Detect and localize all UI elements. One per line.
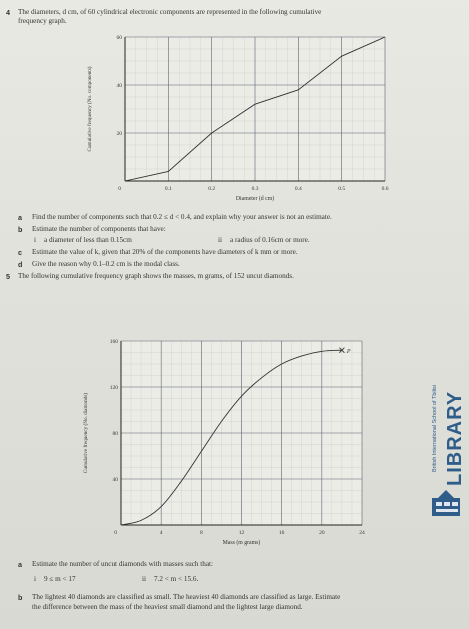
- part-label: b: [18, 593, 23, 602]
- subpart-text: a diameter of less than 0.15cm: [44, 236, 132, 244]
- origin-label: 0: [118, 186, 121, 192]
- library-label: LIBRARY: [444, 390, 466, 486]
- part-label: a: [18, 560, 22, 569]
- part-label: d: [18, 260, 23, 269]
- subpart-label: i: [34, 236, 36, 244]
- y-tick-label: 40: [112, 477, 118, 483]
- part-text: Estimate the number of components that have:: [32, 225, 166, 233]
- part-text: The lightest 40 diamonds are classified as small. The heaviest 40 diamonds are classified as large. Estimate: [32, 593, 341, 601]
- x-tick-label: 0.6: [381, 186, 389, 192]
- y-tick-label: 80: [112, 431, 118, 437]
- x-tick-label: 8: [199, 530, 203, 536]
- part-text-cont: the difference between the mass of the heaviest small diamond and the lightest large diamond.: [32, 603, 303, 611]
- y-axis-label: Cumulative frequency (No. components): [87, 66, 93, 152]
- question-intro: The diameters, d cm, of 60 cylindrical electronic components are represented in the following cumulative: [18, 8, 322, 16]
- y-tick-label: 60: [116, 35, 122, 41]
- subpart-text: a radius of 0.16cm or more.: [230, 236, 310, 244]
- part-label: a: [18, 213, 22, 222]
- y-axis-label: Cumulative frequency (No. diamonds): [83, 392, 89, 474]
- x-tick-label: 16: [278, 530, 285, 536]
- school-name: British International School of Tbilisi: [432, 384, 438, 472]
- origin-label: 0: [114, 530, 117, 536]
- x-tick-label: 0.2: [208, 186, 216, 192]
- y-tick-label: 20: [116, 131, 122, 137]
- subpart-label: i: [34, 575, 36, 583]
- y-tick-label: 120: [109, 385, 118, 391]
- x-tick-label: 20: [319, 530, 325, 536]
- x-axis-label: Mass (m grams): [222, 540, 261, 546]
- subpart-label: ii: [142, 575, 146, 583]
- point-label: P: [346, 349, 351, 356]
- part-label: b: [18, 225, 23, 234]
- x-axis-label: Diameter (d cm): [235, 196, 275, 202]
- subpart-text: 9 ≤ m < 17: [44, 575, 76, 583]
- part-text: Estimate the number of uncut diamonds with masses such that:: [32, 560, 214, 568]
- part-text: Estimate the value of k, given that 20% of the components have diameters of k mm or more.: [32, 248, 298, 256]
- question-number: 4: [6, 8, 10, 17]
- question-number: 5: [6, 272, 10, 281]
- x-tick-label: 4: [159, 530, 163, 536]
- subpart-label: ii: [218, 236, 222, 244]
- x-tick-label: 12: [238, 530, 245, 536]
- question-intro-cont: frequency graph.: [18, 17, 67, 25]
- x-tick-label: 0.4: [294, 186, 302, 192]
- x-tick-label: 0.3: [251, 186, 259, 192]
- subpart-text: 7.2 < m < 15.6.: [154, 575, 199, 583]
- part-text: Give the reason why 0.1–0.2 cm is the modal class.: [32, 260, 180, 268]
- x-tick-label: 0.1: [164, 186, 172, 192]
- bist-logo-icon: [430, 488, 466, 518]
- y-tick-label: 160: [109, 339, 118, 345]
- part-text: Find the number of components such that 0.2 ≤ d < 0.4, and explain why your answer is not an estimate.: [32, 213, 332, 221]
- x-tick-label: 24: [359, 530, 365, 536]
- y-tick-label: 40: [116, 83, 122, 89]
- question-intro: The following cumulative frequency graph shows the masses, m grams, of 152 uncut diamonds.: [18, 272, 294, 280]
- library-stamp: [428, 360, 466, 520]
- part-label: c: [18, 248, 22, 257]
- x-tick-label: 0.5: [338, 186, 346, 192]
